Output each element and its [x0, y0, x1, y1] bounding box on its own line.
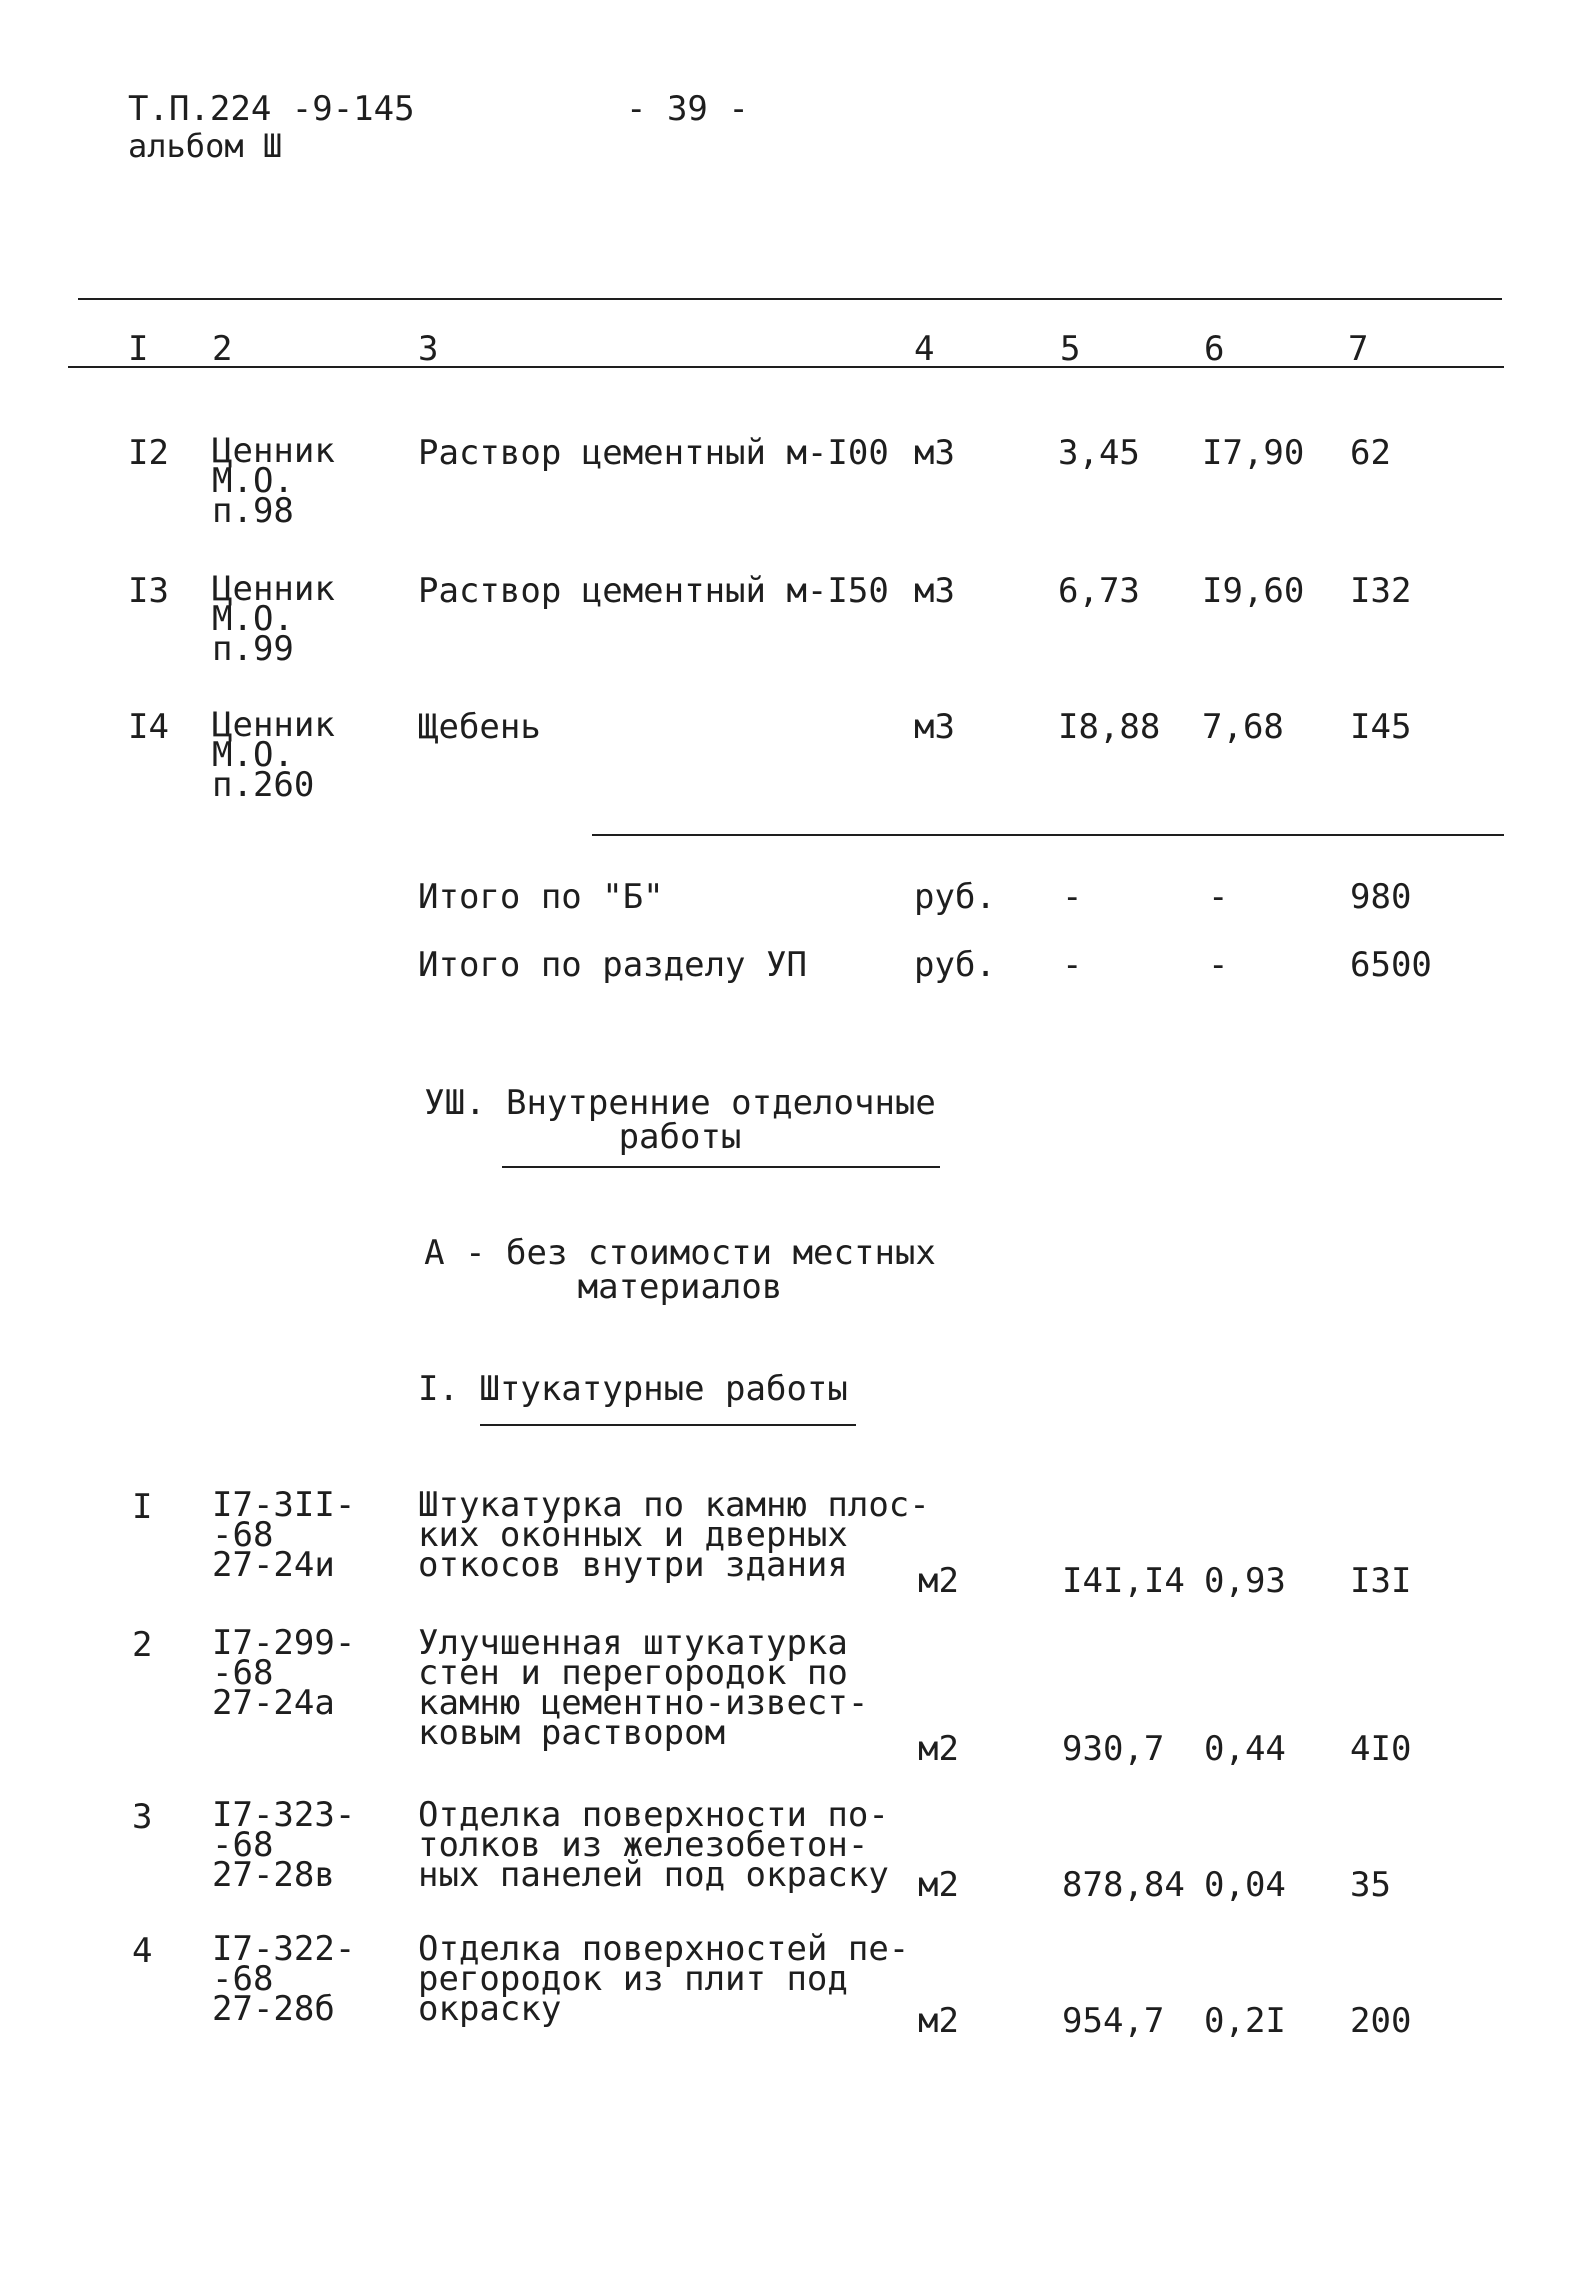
- row-number: 2: [132, 1625, 153, 1665]
- row-total: 4I0: [1350, 1729, 1412, 1769]
- row-reference: Ценник М.О. п.260: [212, 705, 335, 805]
- row-quantity: I8,88: [1058, 707, 1161, 747]
- total-quantity: -: [1062, 877, 1083, 917]
- column-number-5: 5: [1060, 329, 1081, 369]
- row-name: Штукатурка по камню плос- ких оконных и дверных откосов внутри здания: [418, 1485, 930, 1585]
- row-name: Улучшенная штукатурка стен и перегородок по камню цементно-извест- ковым раствором: [418, 1623, 869, 1753]
- row-total: I45: [1350, 707, 1412, 747]
- album-label: альбом Ш: [128, 127, 283, 165]
- column-number-4: 4: [914, 329, 935, 369]
- row-name: Отделка поверхности по- толков из железобетон- ных панелей под окраску: [418, 1795, 889, 1895]
- total-sum: 6500: [1350, 945, 1432, 985]
- row-reference: Ценник М.О. п.98: [212, 431, 335, 531]
- total-price: -: [1208, 877, 1229, 917]
- row-name: Отделка поверхностей пе- регородок из плит под окраску: [418, 1929, 910, 2029]
- row-price: 0,44: [1204, 1729, 1286, 1769]
- row-quantity: I4I,I4: [1062, 1561, 1185, 1601]
- row-quantity: 3,45: [1058, 433, 1140, 473]
- row-unit: м2: [918, 1561, 959, 1601]
- row-name: Раствор цементный м-I50: [418, 571, 889, 611]
- row-number: I4: [128, 707, 169, 747]
- row-name: Раствор цементный м-I00: [418, 433, 889, 473]
- row-number: 3: [132, 1797, 153, 1837]
- row-price: 0,04: [1204, 1865, 1286, 1905]
- total-label: Итого по разделу УП: [418, 945, 807, 985]
- section-title-underline: [502, 1166, 940, 1168]
- subtotal-rule: [592, 834, 1504, 836]
- page-number: - 39 -: [626, 89, 749, 129]
- subsection-underline: [480, 1424, 856, 1426]
- total-unit: руб.: [914, 945, 996, 985]
- total-label: Итого по "Б": [418, 877, 664, 917]
- row-price: 7,68: [1202, 707, 1284, 747]
- row-unit: м3: [914, 571, 955, 611]
- column-number-7: 7: [1348, 329, 1369, 369]
- row-number: I3: [128, 571, 169, 611]
- section-subtitle: А - без стоимости местных материалов: [424, 1233, 936, 1307]
- row-total: I3I: [1350, 1561, 1412, 1601]
- column-number-2: 2: [212, 329, 233, 369]
- row-reference: I7-322- -68 27-28б: [212, 1929, 356, 2029]
- subsection-title: I. Штукатурные работы: [418, 1369, 848, 1409]
- row-total: 200: [1350, 2001, 1412, 2041]
- column-number-1: I: [128, 329, 149, 369]
- row-unit: м3: [914, 707, 955, 747]
- row-reference: I7-323- -68 27-28в: [212, 1795, 356, 1895]
- row-quantity: 6,73: [1058, 571, 1140, 611]
- document-code: Т.П.224 -9-145: [128, 89, 415, 129]
- row-unit: м2: [918, 1729, 959, 1769]
- row-total: 62: [1350, 433, 1391, 473]
- row-quantity: 878,84: [1062, 1865, 1185, 1905]
- table-top-rule: [78, 298, 1502, 300]
- row-number: 4: [132, 1931, 153, 1971]
- row-price: I7,90: [1202, 433, 1305, 473]
- row-price: I9,60: [1202, 571, 1305, 611]
- row-price: 0,2I: [1204, 2001, 1286, 2041]
- total-sum: 980: [1350, 877, 1412, 917]
- row-reference: I7-3II- -68 27-24и: [212, 1485, 356, 1585]
- row-quantity: 930,7: [1062, 1729, 1165, 1769]
- row-price: 0,93: [1204, 1561, 1286, 1601]
- row-unit: м2: [918, 1865, 959, 1905]
- row-total: 35: [1350, 1865, 1391, 1905]
- column-number-6: 6: [1204, 329, 1225, 369]
- total-quantity: -: [1062, 945, 1083, 985]
- row-unit: м2: [918, 2001, 959, 2041]
- row-unit: м3: [914, 433, 955, 473]
- row-total: I32: [1350, 571, 1412, 611]
- table-header-rule: [68, 366, 1504, 368]
- row-reference: Ценник М.О. п.99: [212, 569, 335, 669]
- total-price: -: [1208, 945, 1229, 985]
- total-unit: руб.: [914, 877, 996, 917]
- row-number: I: [132, 1487, 153, 1527]
- row-reference: I7-299- -68 27-24а: [212, 1623, 356, 1723]
- row-quantity: 954,7: [1062, 2001, 1165, 2041]
- column-number-3: 3: [418, 329, 439, 369]
- row-number: I2: [128, 433, 169, 473]
- row-name: Щебень: [418, 707, 541, 747]
- section-title: УШ. Внутренние отделочные работы: [424, 1083, 936, 1157]
